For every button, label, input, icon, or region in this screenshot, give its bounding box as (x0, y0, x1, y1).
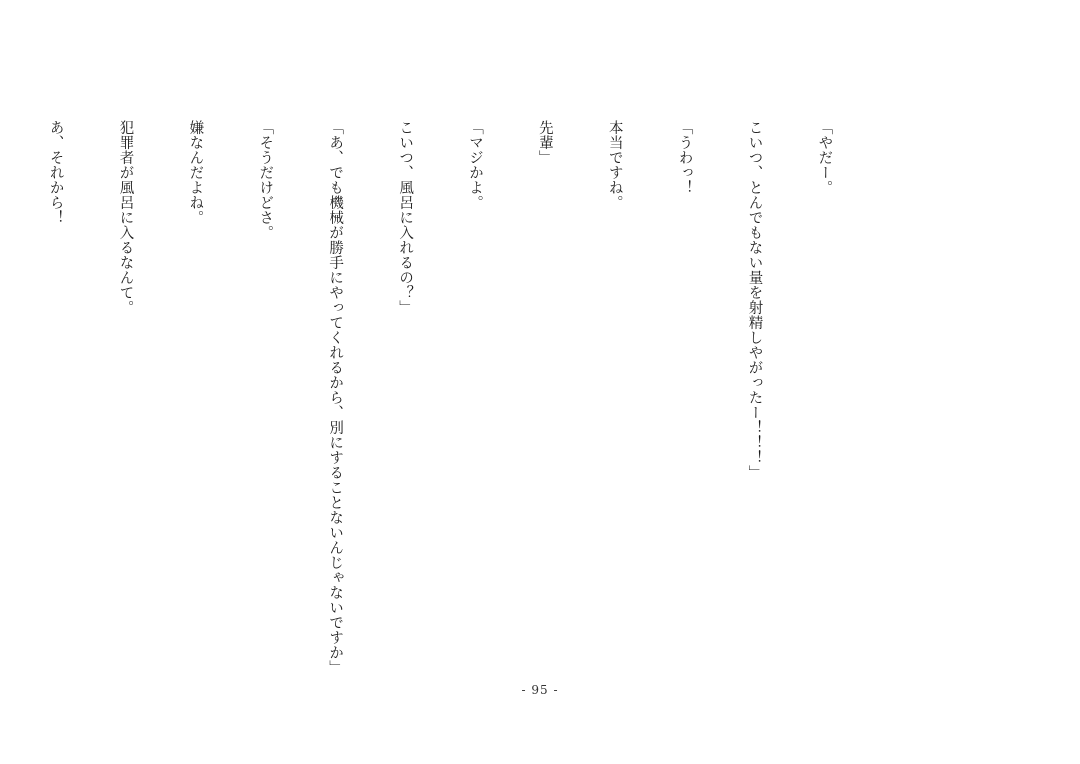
text-line: こいつ、とんでもない量を射精しやがったー！！！」 (746, 120, 763, 480)
text-line: 嫌なんだよね。 (187, 120, 204, 225)
text-line: あ、それから！ (47, 120, 64, 225)
text-line: 「そうだけどさ。 (257, 120, 274, 240)
text-line: 先輩」 (536, 120, 553, 165)
vertical-text-body (0, 120, 882, 675)
text-line: こいつ、風呂に入れるの？」 (397, 120, 414, 315)
text-line: 「マジかよ。 (466, 120, 483, 210)
text-line: 犯罪者が風呂に入るなんて。 (117, 120, 134, 315)
text-line: 「うわっ！ (676, 120, 693, 195)
text-line: 「あ、でも機械が勝手にやってくれるから、別にすることないんじゃないですか」 (327, 120, 344, 675)
text-line: 本当ですね。 (606, 120, 623, 210)
page-number: - 95 - (521, 683, 559, 697)
text-line: 「やだー。 (816, 120, 833, 195)
